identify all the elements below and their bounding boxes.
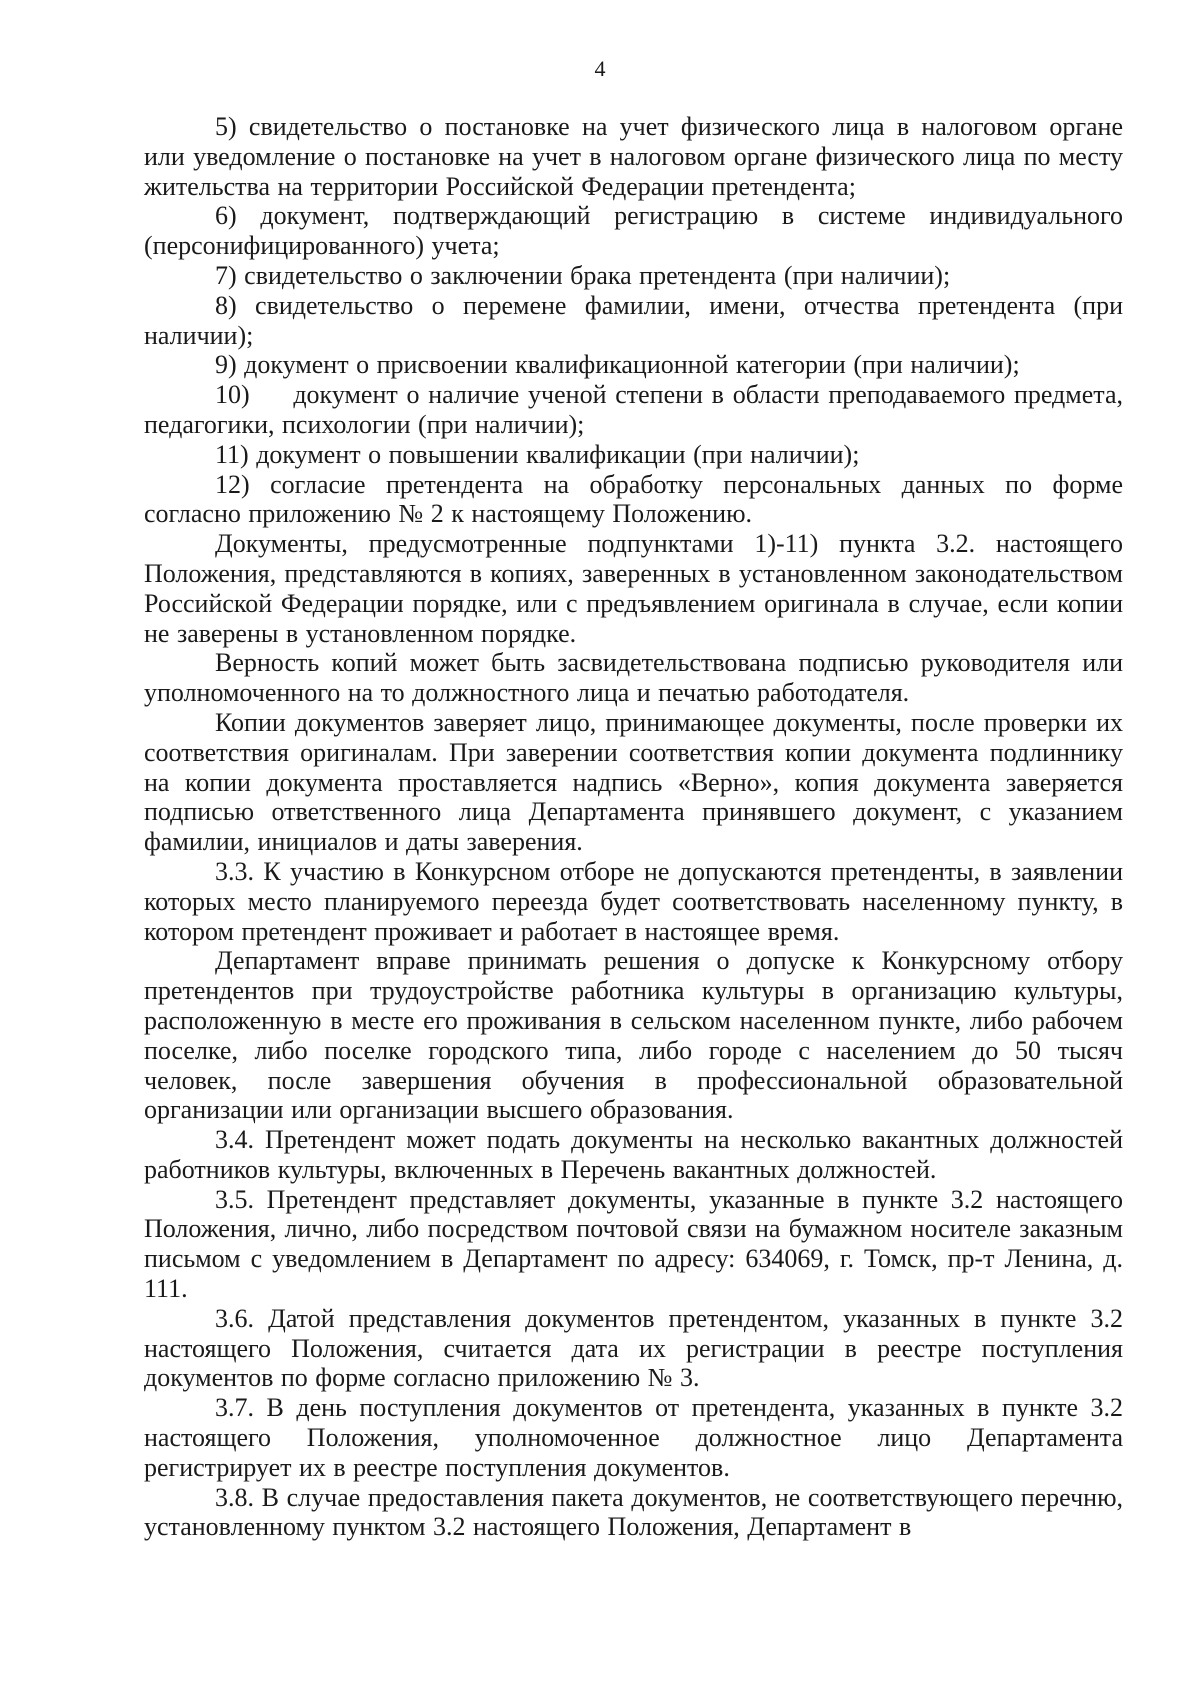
paragraph-item-12: 12) согласие претендента на обработку персональных данных по форме согласно приложению № 2 к настоящему Положению. <box>144 469 1123 529</box>
page-number: 4 <box>594 56 606 81</box>
paragraph-copies-requirements: Документы, предусмотренные подпунктами 1)-11) пункта 3.2. настоящего Положения, представляются в копиях, заверенных в установленном законодательством Российской Федерации порядке, или с предъявлением оригинала в случае, если копии не заверены в установленном порядке. <box>144 529 1123 648</box>
paragraph-section-3-3: 3.3. К участию в Конкурсном отборе не допускаются претенденты, в заявлении которых место планируемого переезда будет соответствовать населенному пункту, в котором претендент проживает и работает в настоящее время. <box>144 856 1123 946</box>
paragraph-copy-certification: Копии документов заверяет лицо, принимающее документы, после проверки их соответствия оригиналам. При заверении соответствия копии документа подлиннику на копии документа проставляется надпись «Верно», копия документа заверяется подписью ответственного лица Департамента принявшего документ, с указанием фамилии, инициалов и даты заверения. <box>144 707 1123 857</box>
paragraph-item-10: 10) документ о наличие ученой степени в области преподаваемого предмета, педагогики, психологии (при наличии); <box>144 380 1131 439</box>
paragraph-item-9: 9) документ о присвоении квалификационной категории (при наличии); <box>215 350 1020 380</box>
paragraph-item-11: 11) документ о повышении квалификации (при наличии); <box>215 439 860 469</box>
paragraph-section-3-4: 3.4. Претендент может подать документы на несколько вакантных должностей работников культуры, включенных в Перечень вакантных должностей. <box>144 1125 1123 1184</box>
paragraph-department-admission: Департамент вправе принимать решения о допуске к Конкурсному отбору претендентов при трудоустройстве работника культуры в организацию культуры, расположенную в месте его проживания в сельском населенном пункте, либо рабочем поселке, либо поселке городского типа, либо городе с населением до 50 тысяч человек, после завершения обучения в профессиональной образовательной организации или организации высшего образования. <box>144 946 1123 1125</box>
paragraph-copy-verification: Верность копий может быть засвидетельствована подписью руководителя или уполномоченного на то должностного лица и печатью работодателя. <box>144 648 1123 708</box>
paragraph-item-7: 7) свидетельство о заключении брака претендента (при наличии); <box>215 260 951 290</box>
paragraph-item-8: 8) свидетельство о перемене фамилии, имени, отчества претендента (при наличии); <box>144 290 1123 350</box>
paragraph-item-6: 6) документ, подтверждающий регистрацию в системе индивидуального (персонифицированного) учета; <box>144 201 1123 261</box>
document-body <box>144 112 1131 1542</box>
paragraph-section-3-8: 3.8. В случае предоставления пакета документов, не соответствующего перечню, установленному пунктом 3.2 настоящего Положения, Департамент в <box>144 1482 1123 1542</box>
paragraph-item-5: 5) свидетельство о постановке на учет физического лица в налоговом органе или уведомление о постановке на учет в налоговом органе физического лица по месту жительства на территории Российской Федерации претендента; <box>144 112 1123 201</box>
paragraph-section-3-5: 3.5. Претендент представляет документы, указанные в пункте 3.2 настоящего Положения, лично, либо посредством почтовой связи на бумажном носителе заказным письмом с уведомлением в Департамент по адресу: 634069, г. Томск, пр-т Ленина, д. 111. <box>144 1184 1123 1304</box>
paragraph-section-3-7: 3.7. В день поступления документов от претендента, указанных в пункте 3.2 настоящего Положения, уполномоченное должностное лицо Департамента регистрирует их в реестре поступления документов. <box>144 1393 1123 1482</box>
paragraph-section-3-6: 3.6. Датой представления документов претендентом, указанных в пункте 3.2 настоящего Положения, считается дата их регистрации в реестре поступления документов по форме согласно приложению № 3. <box>144 1303 1123 1393</box>
